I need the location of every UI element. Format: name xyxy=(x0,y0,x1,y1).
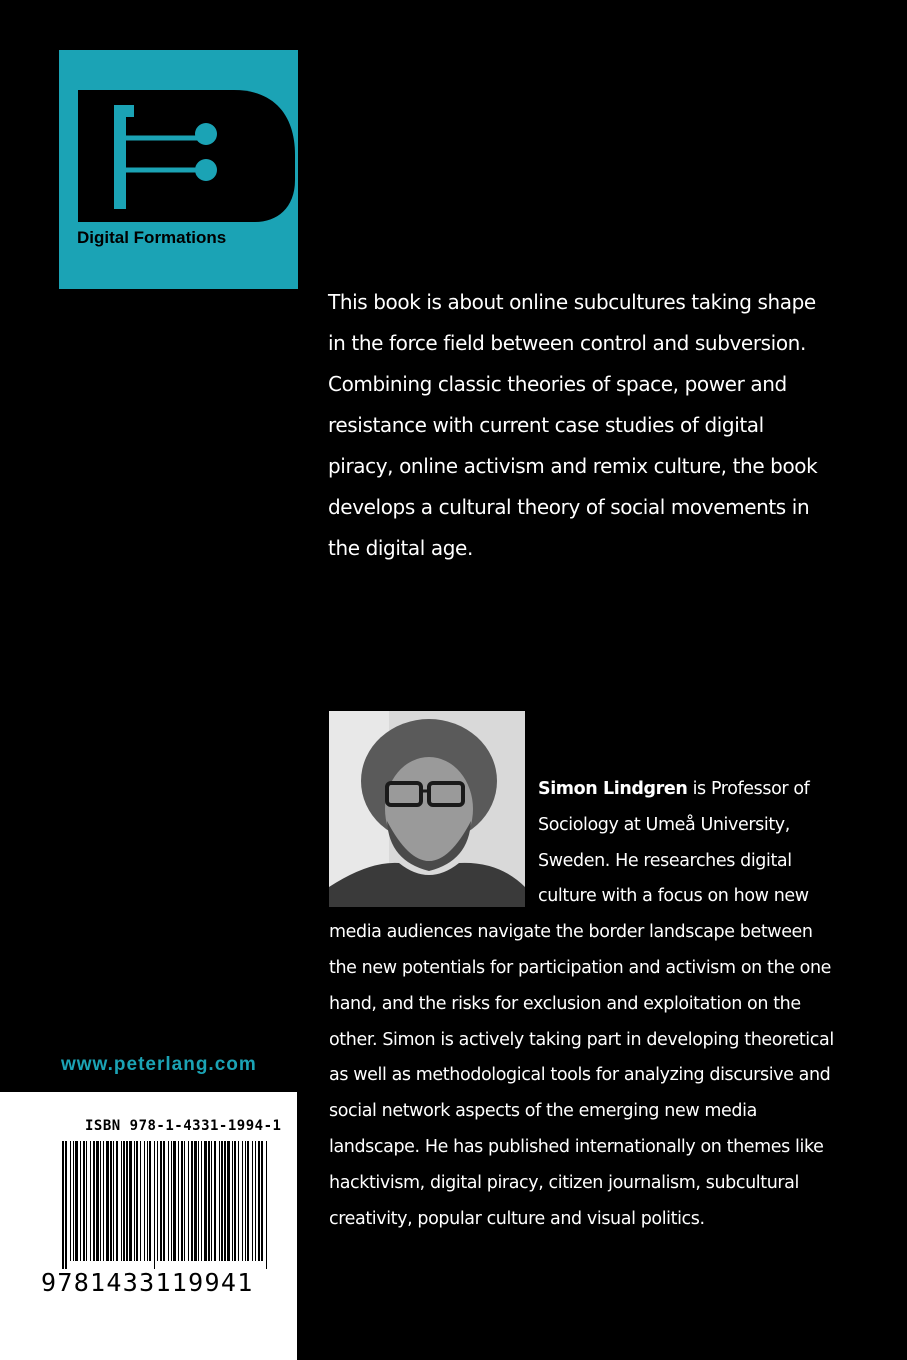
barcode-bar xyxy=(86,1141,87,1261)
barcode-bar xyxy=(140,1141,141,1261)
barcode-bar xyxy=(221,1141,223,1261)
barcode-bar xyxy=(181,1141,183,1261)
barcode-bar xyxy=(201,1141,202,1261)
barcode-bar xyxy=(80,1141,81,1261)
barcode-bar xyxy=(116,1141,118,1261)
barcode-bar xyxy=(208,1141,210,1261)
barcode-bar xyxy=(227,1141,230,1261)
barcode-bar xyxy=(255,1141,256,1261)
barcode-bar xyxy=(258,1141,260,1261)
barcode-digits: 9781433119941 xyxy=(41,1268,254,1297)
publisher-website[interactable]: www.peterlang.com xyxy=(61,1054,257,1075)
barcode-bar xyxy=(194,1141,197,1261)
digital-formations-df-icon xyxy=(59,50,298,289)
barcode-bar xyxy=(129,1141,132,1261)
barcode-bar xyxy=(121,1141,122,1261)
barcode-bar xyxy=(163,1141,165,1261)
barcode-bar xyxy=(168,1141,169,1261)
barcode-bar xyxy=(198,1141,199,1261)
barcode-bar xyxy=(113,1141,114,1261)
barcode-bar xyxy=(75,1141,78,1261)
barcode-bar xyxy=(252,1141,253,1261)
barcode-bar xyxy=(204,1141,207,1261)
barcode-bar xyxy=(178,1141,179,1261)
barcode-bar xyxy=(261,1141,263,1261)
barcode-bar xyxy=(171,1141,172,1261)
barcode-icon xyxy=(62,1141,270,1269)
barcode-bar xyxy=(157,1141,158,1261)
barcode-bar xyxy=(191,1141,193,1261)
barcode-bar xyxy=(110,1141,112,1261)
series-name: Digital Formations xyxy=(77,228,227,247)
barcode-bar xyxy=(149,1141,151,1261)
barcode-bar xyxy=(219,1141,220,1261)
barcode-bar xyxy=(73,1141,74,1261)
barcode-bar xyxy=(214,1141,216,1261)
barcode-bar xyxy=(126,1141,128,1261)
author-bio xyxy=(329,772,834,1237)
barcode-bar xyxy=(100,1141,101,1261)
barcode-bar xyxy=(144,1141,145,1261)
book-description: This book is about online subcultures taking shape in the force field between control and subversion. Combining classic theories of space, power and resistance with current case studies of digital piracy, online activism and remix culture, the book develops a cultural theory of social movements in the digital age. xyxy=(328,290,818,560)
barcode-bar xyxy=(188,1141,189,1261)
barcode-bar xyxy=(266,1141,267,1269)
barcode-bar xyxy=(211,1141,212,1261)
author-bio-text: is Professor of Sociology at Umeå University, Sweden. He researches digital culture with a focus on how new media audiences navigate the border landscape between the new potentials for participation and activism on the one hand, and the risks for exclusion and exploitation on the other. Simon is actively taking part in developing theoretical as well as methodological tools for analyzing discursive and social network aspects of the emerging new media landscape. He has published internationally on themes like hacktivism, digital piracy, citizen journalism, subcultural creativity, popular culture and visual politics. xyxy=(329,779,834,1229)
barcode-bar xyxy=(247,1141,249,1261)
barcode-bar xyxy=(147,1141,148,1261)
barcode-bar xyxy=(96,1141,99,1261)
barcode-bar xyxy=(160,1141,162,1261)
barcode-bar xyxy=(184,1141,185,1261)
barcode-bar xyxy=(224,1141,226,1261)
barcode-bar xyxy=(93,1141,95,1261)
author-name: Simon Lindgren xyxy=(538,779,688,799)
barcode-bar xyxy=(62,1141,64,1269)
barcode-bar xyxy=(106,1141,109,1261)
barcode-bar xyxy=(238,1141,239,1261)
barcode-bar xyxy=(103,1141,104,1261)
isbn-label: ISBN 978-1-4331-1994-1 xyxy=(85,1118,282,1134)
barcode-bar xyxy=(134,1141,135,1261)
barcode-bar xyxy=(154,1141,155,1269)
barcode-bar xyxy=(136,1141,138,1261)
series-logo xyxy=(59,50,298,289)
barcode-bar xyxy=(70,1141,71,1261)
barcode-bar xyxy=(65,1141,67,1269)
barcode-bar xyxy=(83,1141,85,1261)
barcode-bar xyxy=(123,1141,125,1261)
barcode-bar xyxy=(245,1141,246,1261)
barcode-bar xyxy=(90,1141,91,1261)
barcode-bar xyxy=(232,1141,233,1261)
barcode-bar xyxy=(242,1141,243,1261)
barcode-bar xyxy=(173,1141,176,1261)
barcode-bar xyxy=(234,1141,236,1261)
